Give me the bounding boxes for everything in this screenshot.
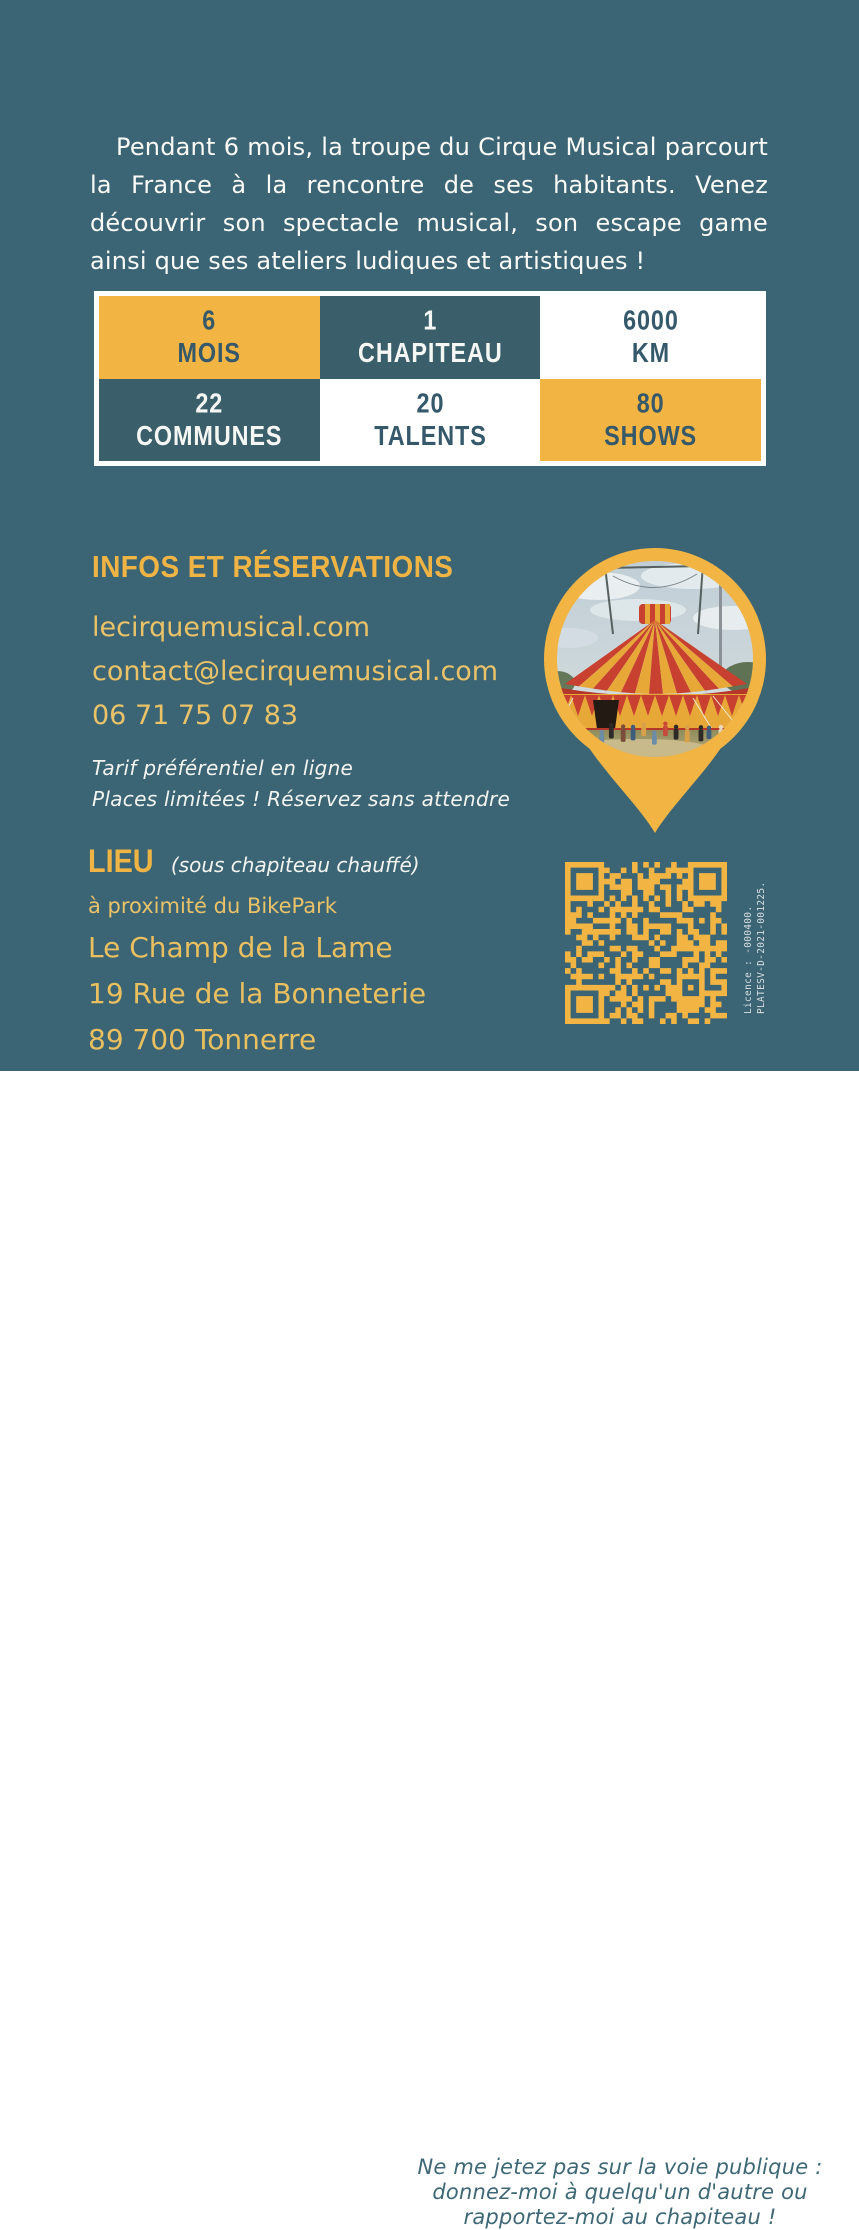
footer-line-3: rapportez-moi au chapiteau !	[463, 2205, 777, 2229]
stat-chapiteau	[320, 296, 541, 379]
stats-row-top	[99, 296, 761, 379]
lieu-heading	[88, 843, 420, 880]
stat-value: 1	[423, 304, 437, 337]
stat-mois	[99, 296, 320, 379]
booking-notes	[92, 753, 510, 815]
stat-km	[540, 296, 761, 379]
stat-value: 6000	[622, 304, 679, 337]
stat-shows	[540, 379, 761, 462]
footer-strip	[0, 1071, 859, 2229]
address-line-3: 89 700 Tonnerre	[88, 1023, 317, 1056]
website-link: lecirquemusical.com	[92, 612, 371, 643]
stat-talents	[320, 379, 541, 462]
intro-paragraph: Pendant 6 mois, la troupe du Cirque Musical parcourt la France à la rencontre de ses habitants. Venez découvrir son spectacle musical, son escape game ainsi que ses ateliers ludiques et artistiques !	[90, 133, 768, 275]
proximity-note: à proximité du BikePark	[88, 894, 337, 918]
pricing-note: Tarif préférentiel en ligne	[92, 756, 354, 780]
availability-note: Places limitées ! Réservez sans attendre	[92, 787, 511, 811]
stat-value: 6	[202, 304, 217, 337]
licence-text	[742, 854, 768, 1014]
email-link: contact@lecirquemusical.com	[92, 656, 499, 687]
stat-label: SHOWS	[604, 419, 698, 452]
contact-block	[92, 606, 498, 738]
location-pin	[543, 548, 767, 836]
qr-code	[565, 862, 727, 1024]
licence-line-2: PLATESV-D-2021-001225.	[756, 881, 767, 1014]
phone-number: 06 71 75 07 83	[92, 700, 299, 731]
stat-value: 80	[636, 387, 665, 419]
address-block	[88, 925, 426, 1063]
footer-note	[398, 2155, 842, 2230]
licence-line-1: Licence : -000400.	[743, 905, 754, 1014]
footer-line-2: donnez-moi à quelqu'un d'autre ou	[432, 2180, 808, 2204]
stat-label: MOIS	[177, 337, 242, 369]
lieu-title: LIEU	[88, 843, 154, 879]
stat-label: TALENTS	[373, 419, 487, 452]
address-line-2: 19 Rue de la Bonneterie	[88, 977, 427, 1010]
stat-value: 22	[195, 387, 224, 419]
stat-value: 20	[416, 387, 444, 419]
stat-communes	[99, 379, 320, 462]
stats-table	[94, 291, 766, 466]
lieu-subtitle: (sous chapiteau chauffé)	[170, 853, 420, 877]
footer-line-1: Ne me jetez pas sur la voie publique :	[417, 2155, 823, 2179]
stat-label: CHAPITEAU	[357, 337, 503, 369]
stats-row-bottom	[99, 379, 761, 462]
stat-label: COMMUNES	[136, 419, 283, 452]
stat-label: KM	[631, 337, 670, 369]
infos-reservations-title: INFOS ET RÉSERVATIONS	[92, 549, 454, 584]
address-line-1: Le Champ de la Lame	[88, 931, 393, 964]
